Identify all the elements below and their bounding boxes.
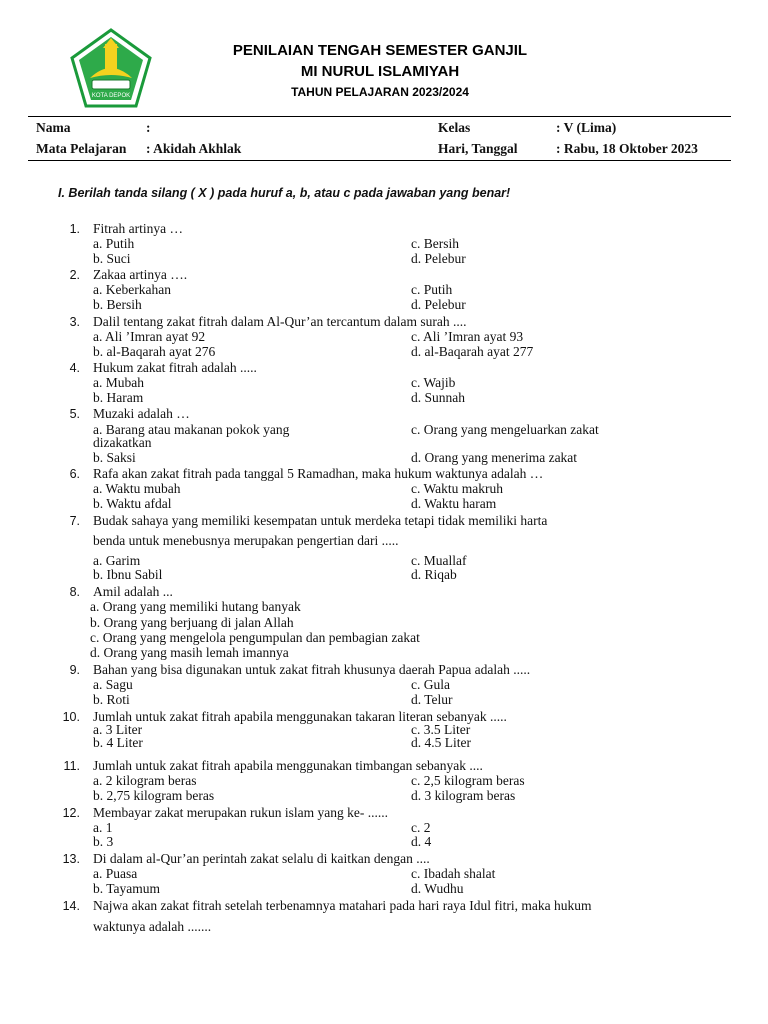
hari-value: : Rabu, 18 Oktober 2023: [556, 141, 698, 156]
option-b: b. Orang yang berjuang di jalan Allah: [90, 615, 294, 630]
question-text: Muzaki adalah …: [93, 406, 190, 421]
title-line-1: PENILAIAN TENGAH SEMESTER GANJIL: [232, 42, 528, 59]
option-d: d. Sunnah: [411, 390, 465, 405]
question-text: Di dalam al-Qur’an perintah zakat selalu di kaitkan dengan ....: [93, 851, 430, 866]
title-line-3: TAHUN PELAJARAN 2023/2024: [291, 85, 469, 99]
nama-value: :: [146, 120, 151, 135]
top-rule: [28, 116, 731, 117]
option-a: a. Sagu: [93, 677, 133, 692]
option-a: a. Waktu mubah: [93, 481, 181, 496]
option-d: d. Orang yang masih lemah imannya: [90, 645, 289, 660]
question-text: Jumlah untuk zakat fitrah apabila menggunakan timbangan sebanyak ....: [93, 758, 483, 773]
option-a: a. 1: [93, 820, 113, 835]
question-text: Membayar zakat merupakan rukun islam yang ke- ......: [93, 805, 389, 820]
option-a: a. 3 Liter: [93, 722, 143, 737]
option-a: a. 2 kilogram beras: [93, 773, 197, 788]
option-b: b. Bersih: [93, 297, 142, 312]
question-text: Dalil tentang zakat fitrah dalam Al-Qur’an tercantum dalam surah ....: [93, 314, 467, 329]
option-a: a. Putih: [93, 236, 135, 251]
question-number: 13.: [62, 852, 80, 866]
hari-label: Hari, Tanggal: [438, 141, 518, 156]
question-number: 6.: [69, 467, 80, 481]
mapel-value: : Akidah Akhlak: [146, 141, 242, 156]
question-number: 9.: [69, 663, 80, 677]
option-d: d. Waktu haram: [411, 496, 497, 511]
option-a: a. Mubah: [93, 375, 144, 390]
option-b: b. Tayamum: [93, 881, 161, 896]
logo-text: KOTA DEPOK: [91, 93, 131, 99]
question-number: 12.: [62, 806, 80, 820]
question-number: 8.: [69, 585, 80, 599]
option-d: d. Wudhu: [411, 881, 464, 896]
question-number: 5.: [69, 407, 80, 421]
question-number: 2.: [69, 268, 80, 282]
option-b: b. Saksi: [93, 450, 136, 465]
option-c: c. Orang yang mengelola pengumpulan dan pembagian zakat: [90, 630, 420, 645]
option-d: d. al-Baqarah ayat 277: [411, 344, 534, 359]
kelas-label: Kelas: [438, 120, 471, 135]
option-a: a. Barang atau makanan pokok yang: [93, 422, 290, 437]
question-number: 11.: [63, 759, 80, 773]
option-d: d. Pelebur: [411, 297, 466, 312]
option-b: b. 3: [93, 834, 114, 849]
option-d: d. 4: [411, 834, 432, 849]
option-b: b. Ibnu Sabil: [93, 567, 163, 582]
option-b: b. al-Baqarah ayat 276: [93, 344, 216, 359]
option-b: b. Haram: [93, 390, 144, 405]
nama-label: Nama: [36, 120, 71, 135]
option-c: c. Gula: [411, 677, 450, 692]
question-number: 1.: [69, 222, 80, 236]
bottom-rule: [28, 160, 731, 161]
instruction: I. Berilah tanda silang ( X ) pada huruf a, b, atau c pada jawaban yang benar!: [58, 186, 511, 200]
option-d: d. 3 kilogram beras: [411, 788, 516, 803]
question-text: Hukum zakat fitrah adalah .....: [93, 360, 257, 375]
option-a: a. Garim: [93, 553, 141, 568]
question-text: Najwa akan zakat fitrah setelah terbenamnya matahari pada hari raya Idul fitri, maka hukum: [93, 898, 592, 913]
option-a: a. Puasa: [93, 866, 138, 881]
option-b: b. Waktu afdal: [93, 496, 172, 511]
option-c: c. Bersih: [411, 236, 459, 251]
option-c: c. Waktu makruh: [411, 481, 504, 496]
question-text: Budak sahaya yang memiliki kesempatan untuk merdeka tetapi tidak memiliki harta: [93, 513, 548, 528]
option-d: d. Orang yang menerima zakat: [411, 450, 578, 465]
question-number: 3.: [69, 315, 80, 329]
question-text: Fitrah artinya …: [93, 221, 183, 236]
mapel-label: Mata Pelajaran: [36, 141, 127, 156]
option-a: a. Orang yang memiliki hutang banyak: [90, 599, 301, 614]
question-number: 10.: [62, 710, 80, 724]
option-d: d. Telur: [411, 692, 453, 707]
option-b: b. Suci: [93, 251, 131, 266]
option-b: b. 2,75 kilogram beras: [93, 788, 215, 803]
option-a: a. Ali ’Imran ayat 92: [93, 329, 206, 344]
question-number: 4.: [69, 361, 80, 375]
option-d: d. Riqab: [411, 567, 457, 582]
question-text: Bahan yang bisa digunakan untuk zakat fitrah khusunya daerah Papua adalah .....: [93, 662, 531, 677]
option-c: c. 3.5 Liter: [411, 722, 471, 737]
option-d: d. 4.5 Liter: [411, 735, 471, 750]
question-text: Amil adalah ...: [93, 584, 173, 599]
school-logo: [70, 28, 152, 110]
question-text-cont: benda untuk menebusnya merupakan pengertian dari .....: [93, 533, 399, 548]
option-a: a. Keberkahan: [93, 282, 171, 297]
option-a-cont: dizakatkan: [93, 435, 152, 450]
kelas-value: : V (Lima): [556, 120, 617, 135]
title-line-2: MI NURUL ISLAMIYAH: [300, 63, 460, 80]
option-c: c. 2,5 kilogram beras: [411, 773, 525, 788]
option-b: b. Roti: [93, 692, 130, 707]
question-text: Jumlah untuk zakat fitrah apabila menggunakan takaran literan sebanyak .....: [93, 709, 507, 724]
option-c: c. Ali ’Imran ayat 93: [411, 329, 524, 344]
question-text: Zakaa artinya ….: [93, 267, 188, 282]
option-c: c. Ibadah shalat: [411, 866, 496, 881]
question-text: Rafa akan zakat fitrah pada tanggal 5 Ramadhan, maka hukum waktunya adalah …: [93, 466, 544, 481]
option-c: c. Muallaf: [411, 553, 467, 568]
question-text-cont: waktunya adalah .......: [93, 919, 212, 934]
option-c: c. 2: [411, 820, 431, 835]
question-number: 14.: [62, 899, 80, 913]
question-number: 7.: [69, 514, 80, 528]
option-c: c. Orang yang mengeluarkan zakat: [411, 422, 599, 437]
option-c: c. Wajib: [411, 375, 456, 390]
option-d: d. Pelebur: [411, 251, 466, 266]
option-c: c. Putih: [411, 282, 453, 297]
option-b: b. 4 Liter: [93, 735, 143, 750]
